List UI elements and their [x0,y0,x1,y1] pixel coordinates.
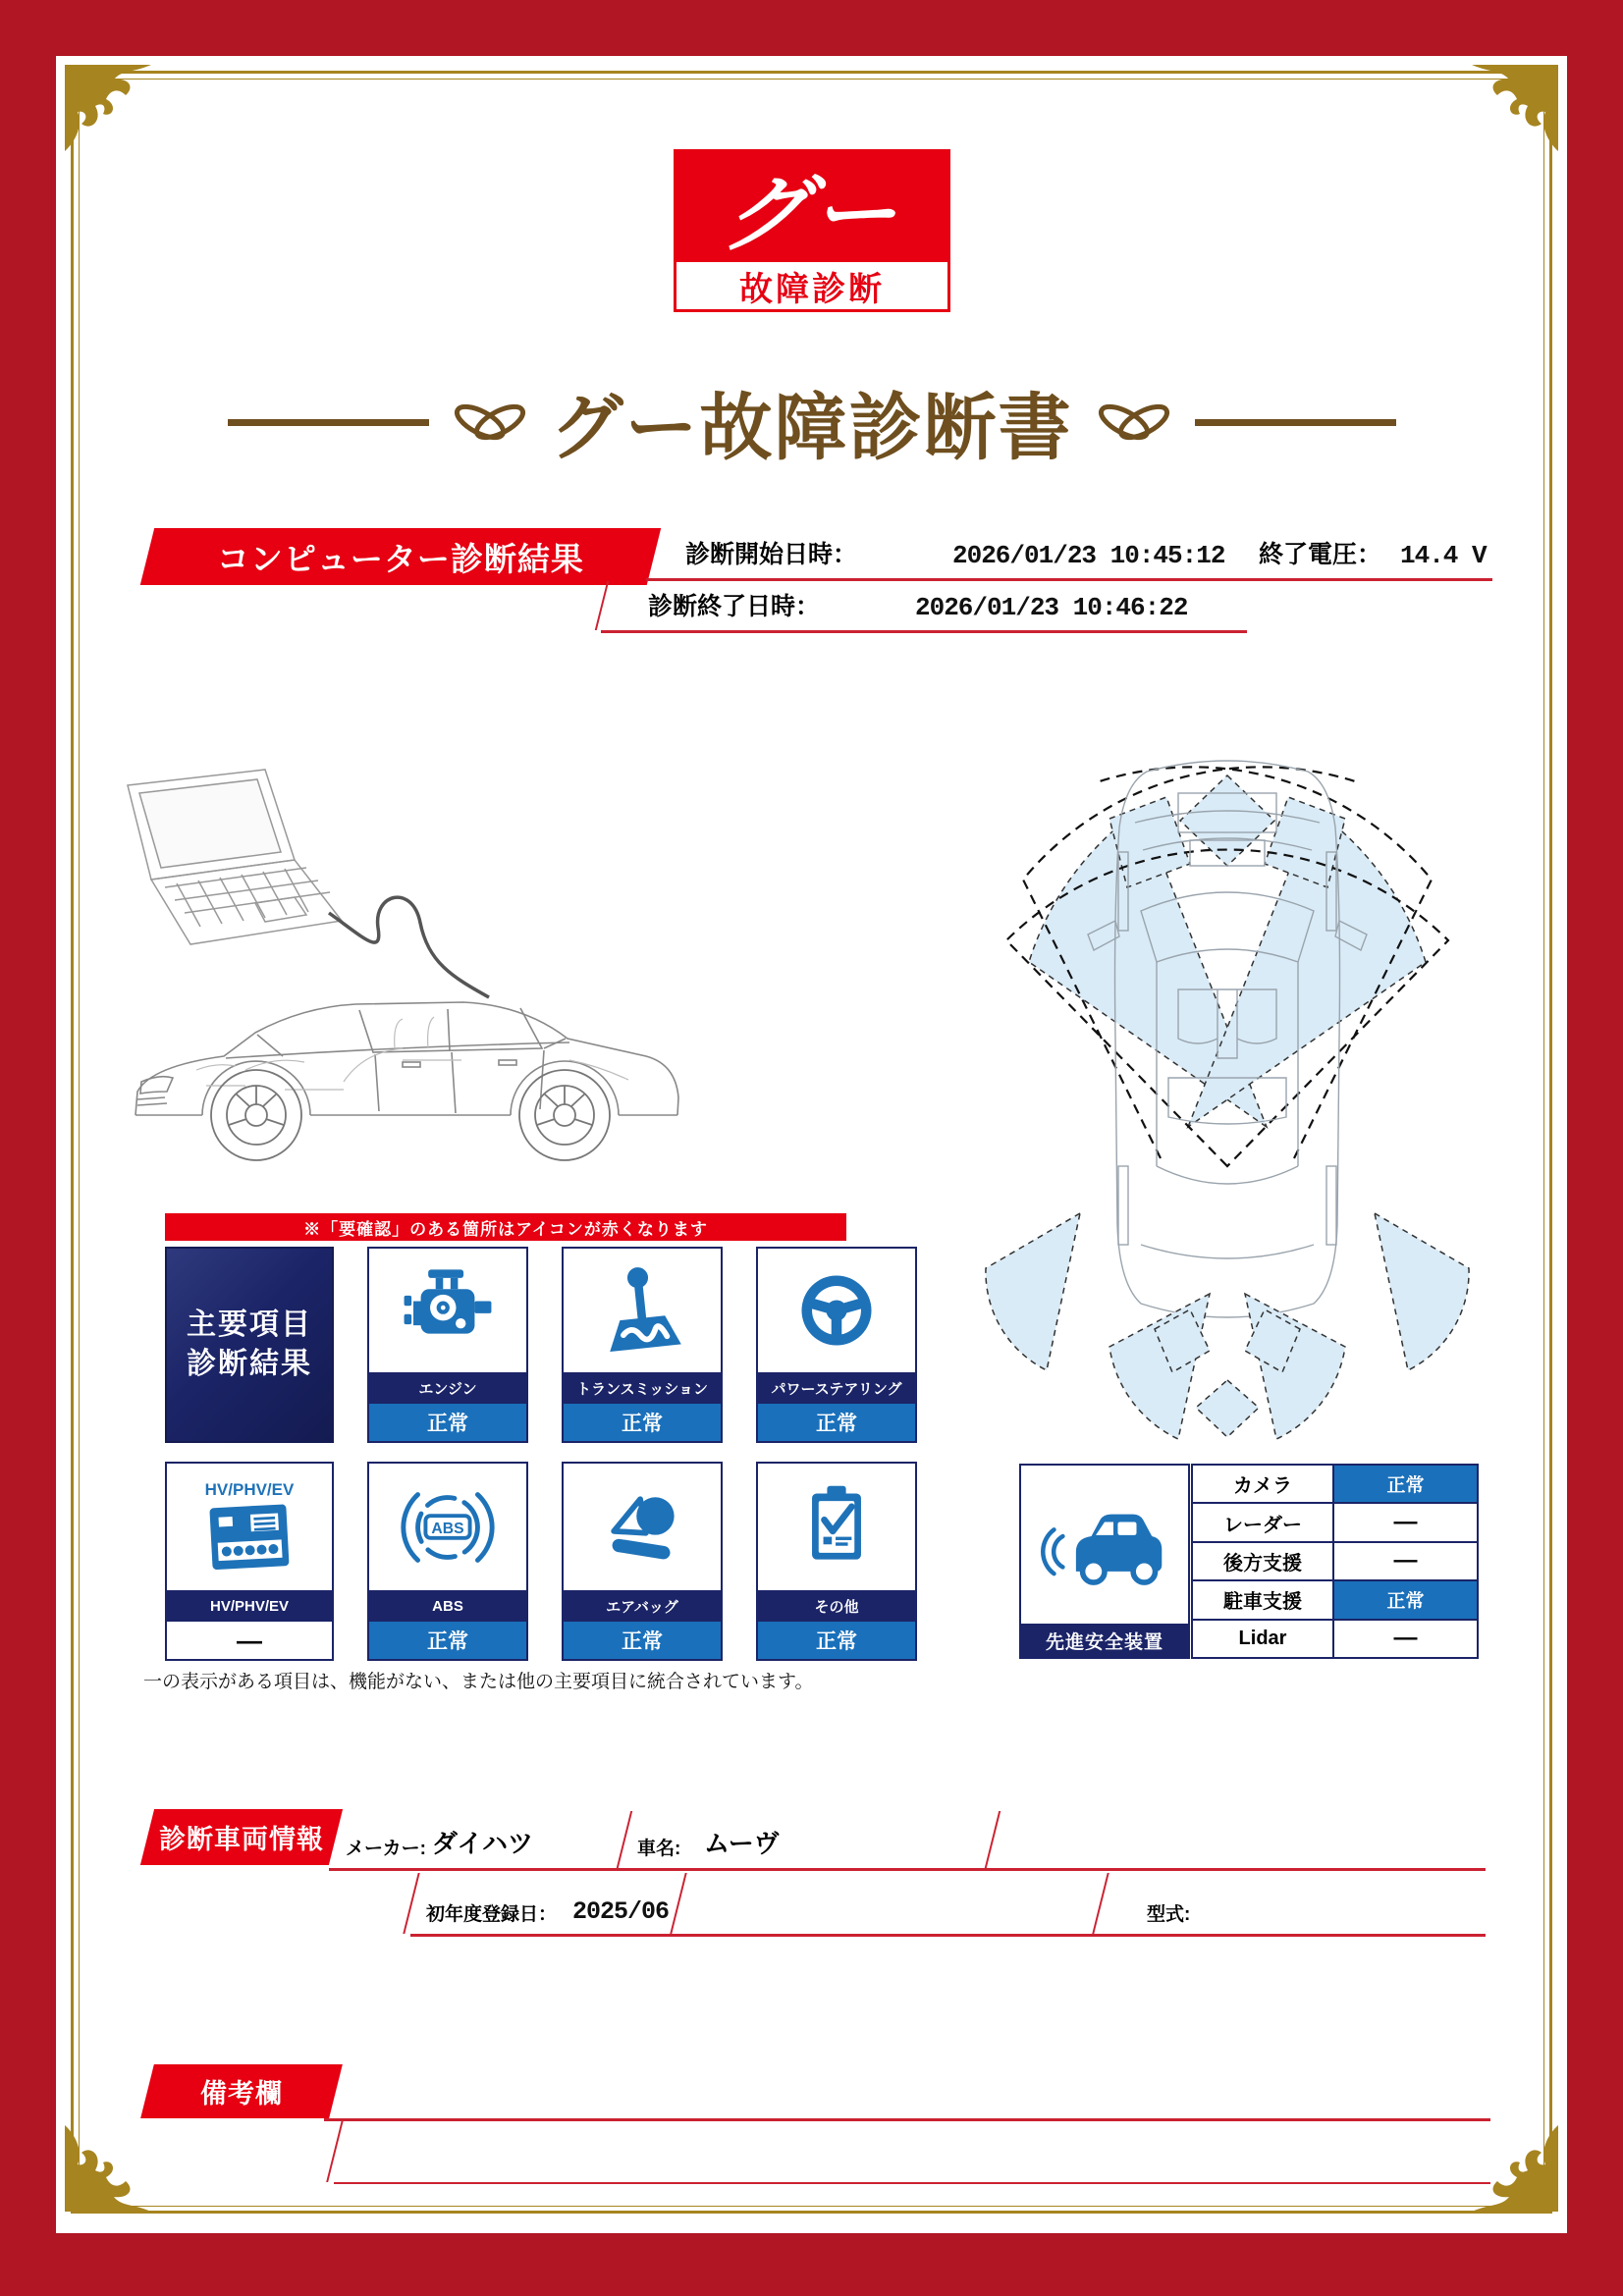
card-label: パワーステアリング [758,1372,915,1404]
card-status: 正常 [564,1404,721,1441]
rear-sensor-zones [986,1213,1469,1439]
card-label: トランスミッション [564,1372,721,1404]
corner-ornament-icon [63,2119,157,2214]
diagnosis-card-power-steering [756,1247,917,1443]
vehicle-info-row1 [329,1811,1486,1871]
field-divider [985,1811,1001,1868]
safety-row-status: — [1334,1504,1477,1540]
card-status: 正常 [564,1622,721,1659]
car-laptop-wireframe-illustration [108,766,697,1217]
diagnosis-start-label: 診断開始日時： [685,541,858,568]
card-status: 正常 [758,1622,915,1659]
front-sensor-zones [1029,775,1426,1127]
obd-cable [329,897,489,997]
card-label: エンジン [369,1372,526,1404]
safety-row-name: Lidar [1193,1621,1332,1657]
computer-diagnosis-banner [140,528,661,585]
safety-row-status: 正常 [1334,1581,1477,1618]
card-status: 正常 [369,1404,526,1441]
power-steering-icon [758,1249,915,1372]
goo-logo-mark [676,152,947,262]
title-flourish-icon [443,395,537,450]
vehicle-info-banner-label: 診断車両情報 [159,1825,324,1854]
computer-diagnosis-banner-label: コンピューター診断結果 [217,540,584,577]
safety-device-table [1191,1464,1479,1659]
maker-label: メーカー: [346,1839,426,1859]
diagnosis-start-row [646,530,1492,581]
title-rule-left [228,419,429,426]
card-label: エアバッグ [564,1590,721,1622]
end-voltage-value: 14.4 V [1400,541,1487,570]
goo-logo-text: グー [718,168,905,262]
diagnosis-card-other [756,1462,917,1661]
title-rule-right [1195,419,1396,426]
diagnosis-card-abs [367,1462,528,1661]
remarks-banner-label: 備考欄 [200,2079,283,2109]
main-results-header [165,1247,334,1443]
notice-text: ※「要確認」のある箇所はアイコンが赤くなります [303,1219,708,1239]
abs-icon-text: ABS [431,1520,464,1537]
card-label: ABS [369,1590,526,1622]
goo-logo-sub [676,262,947,309]
safety-row-name: 後方支援 [1193,1543,1332,1579]
diagnosis-card-engine [367,1247,528,1443]
first-registration-label: 初年度登録日： [426,1904,558,1925]
engine-icon [369,1249,526,1372]
goo-logo-sub-text: 故障診断 [739,270,885,308]
transmission-icon [564,1249,721,1372]
corner-ornament-icon [63,63,157,157]
field-divider [617,1811,632,1868]
title-row [0,371,1623,473]
airbag-icon [564,1464,721,1590]
hv-phv-ev-icon [167,1464,332,1590]
frame-top [0,0,1623,56]
safety-row-status: — [1334,1543,1477,1579]
frame-bottom [0,2233,1623,2296]
remarks-line-2 [334,2120,1490,2184]
rear-wheel [519,1070,610,1160]
card-status: 正常 [758,1404,915,1441]
hv-phv-ev-icon-text: HV/PHV/EV [204,1479,295,1499]
table-row [1193,1466,1477,1502]
car-topview-sensor-illustration [933,616,1522,1451]
safety-row-status: — [1334,1621,1477,1657]
maker-value: ダイハツ [432,1829,533,1858]
safety-device-box [1019,1464,1190,1659]
table-row [1193,1581,1477,1618]
card-label: HV/PHV/EV [167,1590,332,1622]
card-status: 正常 [369,1622,526,1659]
field-divider [1092,1873,1109,1934]
car-name-label: 車名: [637,1839,681,1859]
safety-row-status: 正常 [1334,1466,1477,1502]
main-results-header-line2: 診断結果 [187,1348,312,1380]
safety-device-caption: 先進安全装置 [1021,1624,1188,1657]
goo-logo [674,149,950,312]
safety-car-icon [1021,1466,1188,1624]
corner-ornament-icon [1466,63,1560,157]
remarks-banner [140,2064,343,2118]
vehicle-info-row2 [410,1873,1486,1937]
remarks-line-1 [324,2066,1490,2121]
card-status: — [167,1622,332,1659]
card-label: その他 [758,1590,915,1622]
model-code-label: 型式: [1147,1904,1191,1925]
safety-row-name: レーダー [1193,1504,1332,1540]
field-divider [670,1873,686,1934]
page-title: グー故障診断書 [550,387,1073,468]
diagnosis-start-value: 2026/01/23 10:45:12 [952,541,1225,570]
end-voltage-label: 終了電圧： [1259,541,1382,568]
vehicle-info-banner [140,1809,343,1865]
diagnosis-end-label: 診断終了日時： [648,593,821,620]
abs-icon [369,1464,526,1590]
main-results-header-line1: 主要項目 [187,1308,312,1341]
other-check-icon [758,1464,915,1590]
diagnosis-end-value: 2026/01/23 10:46:22 [915,593,1188,622]
notice-banner [165,1213,846,1241]
safety-row-name: 駐車支援 [1193,1581,1332,1618]
grid-note: 一の表示がある項目は、機能がない、または他の主要項目に統合されています。 [143,1672,814,1692]
diagnosis-card-airbag [562,1462,723,1661]
title-flourish-icon [1087,395,1181,450]
table-row [1193,1621,1477,1657]
frame-right [1567,0,1623,2296]
frame-left [0,0,56,2296]
first-registration-value: 2025/06 [572,1897,670,1926]
car-name-value: ムーヴ [704,1829,780,1858]
diagnosis-card-transmission [562,1247,723,1443]
front-wheel [211,1070,301,1160]
safety-row-name: カメラ [1193,1466,1332,1502]
table-row [1193,1504,1477,1540]
diagnosis-card-hv-phv-ev [165,1462,334,1661]
table-row [1193,1543,1477,1579]
